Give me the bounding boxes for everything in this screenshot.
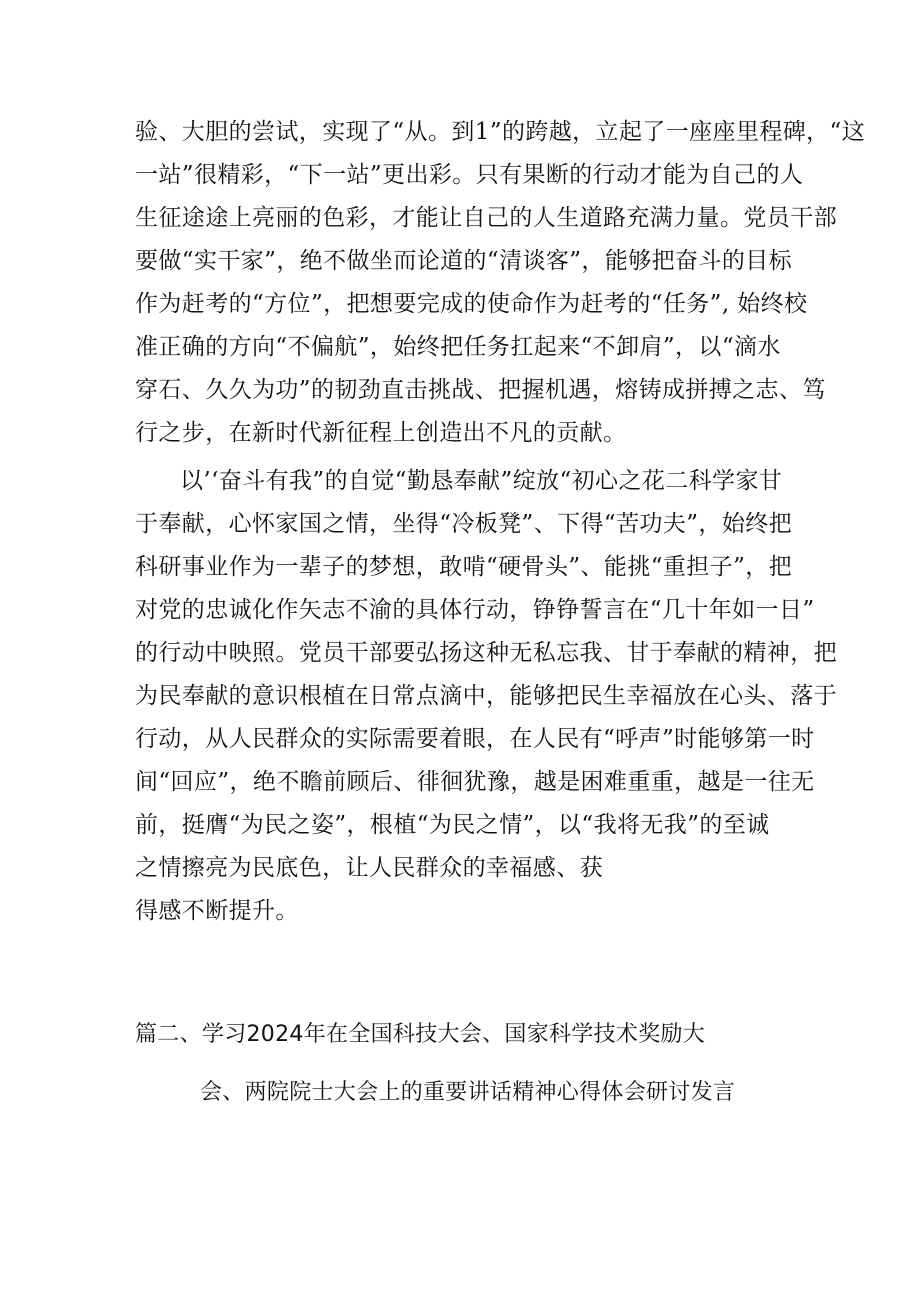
paragraph-2-line: 之情擦亮为民底色，让人民群众的幸福感、获 — [135, 855, 603, 881]
paragraph-2-line: 的行动中映照。党员干部要弘扬这种无私忘我、甘于奉献的精神，把 — [135, 640, 837, 666]
paragraph-1-line: 穿石、久久为功”的韧劲直击挑战、把握机遇，熔铸成拼搏之志、笃 — [135, 377, 826, 403]
paragraph-1-line: 行之步，在新时代新征程上创造出不凡的贡献。 — [135, 420, 627, 446]
section-heading-line-1: 篇二、学习2024年在全国科技大会、国家科学技术奖励大 — [135, 1022, 706, 1047]
paragraph-2-line: 间“回应”，绝不瞻前顾后、徘徊犹豫，越是困难重重，越是一往无 — [135, 769, 815, 795]
paragraph-2-line: 对党的忠诚化作矢志不渝的具体行动，铮铮誓言在“几十年如一日” — [135, 597, 815, 623]
paragraph-1-line: 准正确的方向“不偏航”，始终把任务扛起来“不卸肩”，以“滴水 — [135, 334, 781, 360]
paragraph-2-line: 为民奉献的意识根植在日常点滴中，能够把民生幸福放在心头、落于 — [135, 683, 837, 709]
paragraph-1-line: 验、大胆的尝试，实现了“从。到1”的跨越，立起了一座座里程碑，“这 — [135, 119, 866, 145]
paragraph-1-line: 生征途途上亮丽的色彩，才能让自己的人生道路充满力量。党员干部 — [135, 205, 837, 231]
paragraph-2-line: 得感不断提升。 — [135, 898, 299, 924]
paragraph-2-line: 于奉献，心怀家国之情，坐得“冷板凳”、下得“苦功夫”，始终把 — [135, 511, 793, 537]
section-heading-line-2: 会、两院院士大会上的重要讲话精神心得体会研讨发言 — [200, 1080, 736, 1105]
paragraph-1-line: 一站”很精彩，“下一站”更出彩。只有果断的行动才能为自己的人 — [135, 162, 804, 188]
paragraph-2-line: 前，挺膺“为民之姿”，根植“为民之情”，以“我将无我”的至诚 — [135, 812, 770, 838]
paragraph-1-line: 要做“实干家”，绝不做坐而论道的“清谈客”，能够把奋斗的目标 — [135, 248, 793, 274]
paragraph-2-line: 以’‘奋斗有我”的自觉“勤恳奉献”绽放“初心之花二科学家甘 — [180, 468, 783, 494]
paragraph-1-line: 作为赶考的“方位”，把想要完成的使命作为赶考的“任务”, 始终校 — [135, 291, 808, 317]
paragraph-2-line: 科研事业作为一辈子的梦想，敢啃“硬骨头”、能挑“重担子”，把 — [135, 554, 793, 580]
paragraph-2-line: 行动，从人民群众的实际需要着眼，在人民有“呼声”时能够第一时 — [135, 726, 815, 752]
